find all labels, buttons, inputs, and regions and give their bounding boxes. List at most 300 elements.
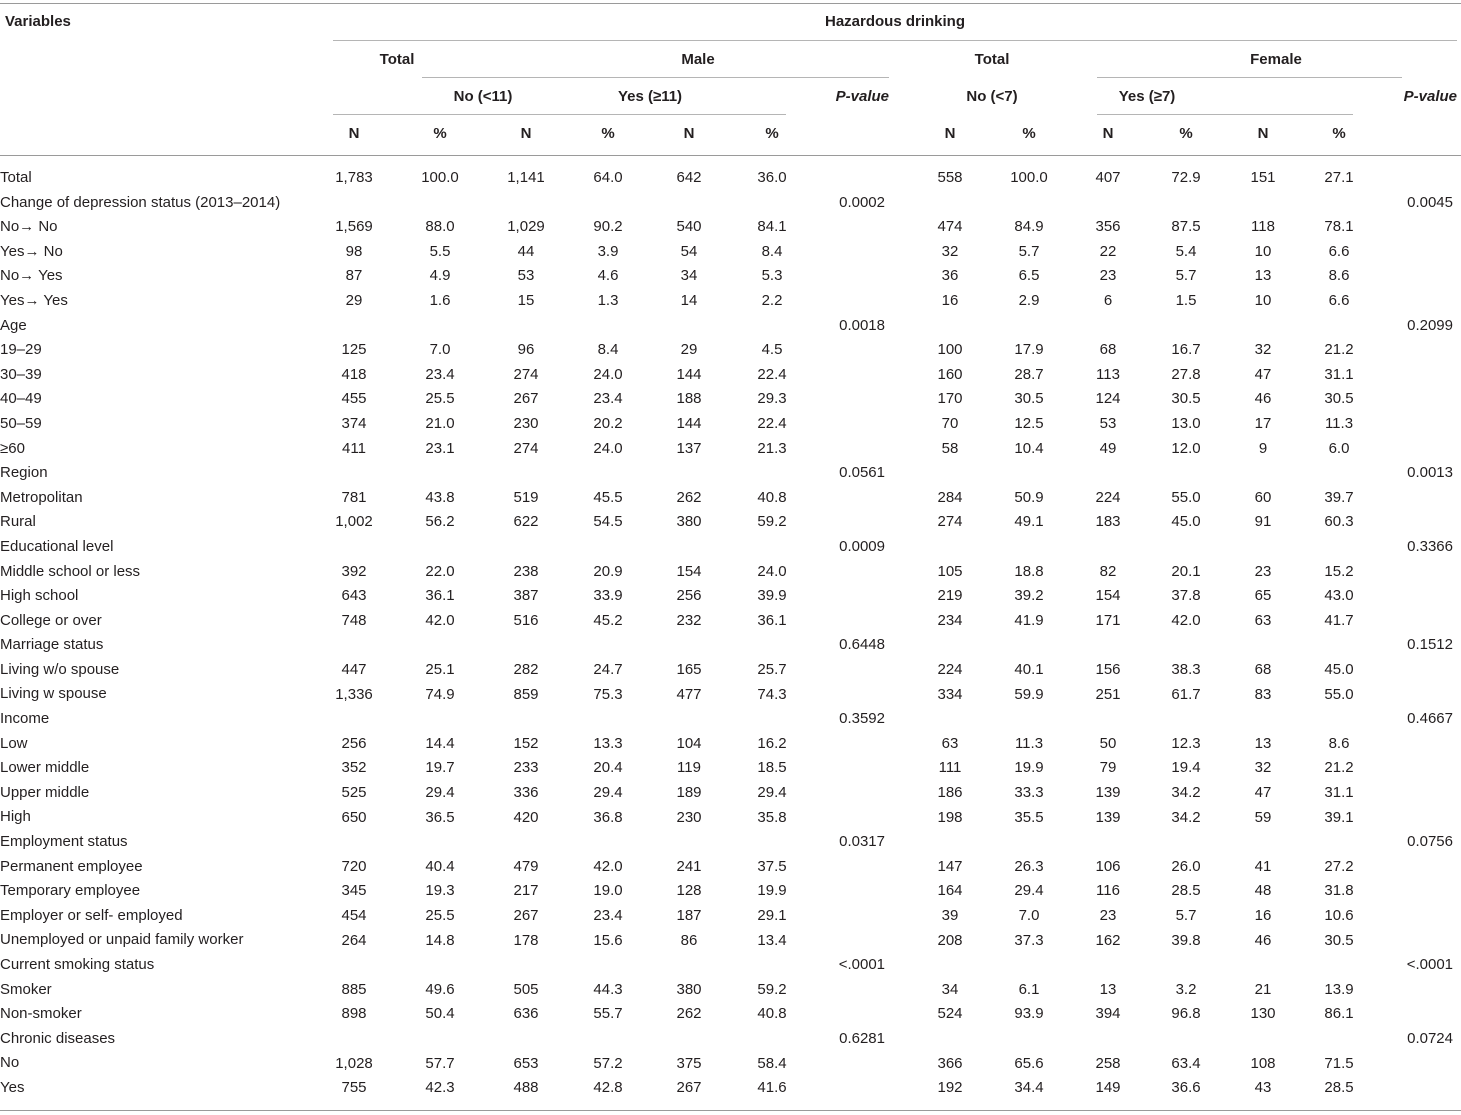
value-cell: 105 — [937, 562, 963, 580]
value-cell — [989, 707, 1069, 732]
value-cell: 40.4 — [425, 857, 455, 875]
value-cell — [649, 633, 729, 658]
value-cell: 26.0 — [1171, 857, 1201, 875]
value-cell: 334 — [937, 685, 963, 703]
value-cell — [910, 461, 990, 486]
value-cell — [486, 633, 566, 658]
value-cell: 5.7 — [1175, 267, 1197, 285]
value-cell — [314, 830, 394, 855]
p-value-cell — [800, 904, 885, 929]
value-cell: 29.4 — [757, 784, 787, 801]
row-label: Marriage status — [0, 636, 104, 654]
value-cell — [568, 707, 648, 732]
value-cell: 40.8 — [757, 1005, 787, 1023]
value-cell: 781 — [341, 488, 367, 506]
value-cell: 59.9 — [1014, 685, 1044, 703]
top-rule — [0, 3, 1461, 4]
value-cell — [400, 191, 480, 216]
value-cell: 36.5 — [425, 808, 455, 826]
value-cell: 10 — [1254, 292, 1272, 309]
value-cell: 42.8 — [593, 1079, 623, 1097]
value-cell: 411 — [342, 439, 366, 457]
p-value-cell — [1367, 264, 1453, 289]
value-cell: 6.0 — [1328, 439, 1350, 457]
value-cell — [1146, 535, 1226, 560]
value-cell — [1068, 191, 1148, 216]
value-cell: 33.3 — [1014, 784, 1044, 801]
col-pct-6: % — [1332, 125, 1346, 142]
value-cell: 20.1 — [1171, 562, 1201, 580]
value-cell: 18.5 — [757, 759, 787, 777]
p-value-cell: 0.6448 — [839, 636, 885, 654]
value-cell: 86 — [680, 931, 698, 949]
value-cell: 230 — [513, 415, 539, 432]
p-value-cell: <.0001 — [1406, 956, 1453, 974]
value-cell: 454 — [341, 907, 367, 924]
value-cell: 10.4 — [1014, 439, 1044, 457]
value-cell: 21.2 — [1324, 341, 1354, 359]
value-cell: 31.1 — [1324, 365, 1354, 383]
value-cell: 2.2 — [761, 292, 783, 309]
value-cell: 258 — [1095, 1054, 1121, 1072]
p-value-cell: 0.1512 — [1407, 636, 1453, 654]
value-cell: 366 — [937, 1054, 963, 1072]
value-cell: 108 — [1250, 1054, 1276, 1072]
value-cell: 21.3 — [757, 439, 787, 457]
value-cell: 32 — [1254, 759, 1272, 777]
value-cell: 32 — [941, 242, 959, 260]
p-value-cell: 0.3592 — [839, 710, 885, 728]
p-value-cell — [1367, 289, 1453, 314]
row-label: College or over — [0, 611, 102, 629]
row-label: 50–59 — [0, 414, 42, 432]
male-yes-header: Yes (≥11) — [617, 88, 683, 105]
value-cell: 282 — [513, 661, 539, 678]
female-total-header: Total — [974, 51, 1010, 68]
value-cell — [314, 707, 394, 732]
col-pct-5: % — [1179, 125, 1193, 142]
row-label: Current smoking status — [0, 956, 155, 973]
p-value-cell — [800, 215, 885, 240]
value-cell: 18.8 — [1014, 562, 1044, 580]
value-cell: 111 — [938, 759, 962, 777]
row-label: Rural — [0, 513, 36, 531]
value-cell: 22 — [1099, 242, 1117, 260]
value-cell: 65.6 — [1014, 1054, 1044, 1072]
value-cell — [1068, 953, 1148, 978]
p-value-cell — [800, 560, 885, 585]
value-cell — [314, 314, 394, 339]
value-cell: 1.3 — [597, 292, 619, 309]
value-cell: 524 — [937, 1005, 963, 1023]
value-cell — [649, 535, 729, 560]
value-cell: 198 — [937, 808, 963, 826]
value-cell: 178 — [513, 931, 539, 949]
value-cell: 31.8 — [1324, 882, 1354, 900]
value-cell — [1146, 953, 1226, 978]
value-cell: 39.9 — [757, 587, 787, 605]
value-cell: 230 — [676, 808, 702, 826]
p-value-cell — [1367, 560, 1453, 585]
value-cell: 13 — [1254, 734, 1272, 752]
value-cell: 72.9 — [1171, 169, 1201, 186]
value-cell: 14.8 — [425, 931, 455, 949]
value-cell: 33.9 — [593, 587, 623, 605]
value-cell: 241 — [676, 857, 702, 875]
value-cell: 11.3 — [1324, 415, 1354, 432]
value-cell: 519 — [513, 488, 539, 506]
value-cell: 26.3 — [1014, 857, 1044, 875]
value-cell — [1146, 707, 1226, 732]
p-value-cell — [1367, 609, 1453, 634]
value-cell: 149 — [1095, 1079, 1121, 1097]
value-cell: 17.9 — [1014, 341, 1044, 359]
p-value-cell — [1367, 1052, 1453, 1077]
row-label: Educational level — [0, 537, 114, 555]
p-value-cell — [800, 510, 885, 535]
value-cell: 63 — [1254, 611, 1272, 629]
value-cell: 82 — [1099, 562, 1117, 580]
value-cell — [400, 461, 480, 486]
p-value-cell — [1367, 756, 1453, 781]
value-cell: 208 — [937, 931, 963, 949]
p-value-cell — [800, 264, 885, 289]
value-cell: 35.8 — [757, 808, 787, 826]
value-cell: 23 — [1254, 562, 1272, 580]
value-cell: 187 — [676, 907, 702, 924]
value-cell — [1068, 830, 1148, 855]
value-cell: 23.4 — [593, 390, 623, 408]
value-cell: 15 — [517, 292, 535, 309]
value-cell: 20.2 — [593, 415, 623, 432]
value-cell: 34 — [941, 980, 959, 998]
value-cell: 130 — [1250, 1005, 1276, 1023]
p-value-cell: 0.0002 — [839, 193, 885, 211]
value-cell: 418 — [341, 365, 367, 383]
value-cell: 17 — [1254, 415, 1272, 432]
value-cell — [1223, 314, 1303, 339]
value-cell: 41.9 — [1014, 611, 1044, 629]
value-cell: 1,569 — [335, 218, 373, 236]
value-cell: 59 — [1254, 808, 1272, 826]
value-cell: 540 — [676, 218, 702, 236]
value-cell: 43 — [1254, 1079, 1272, 1097]
bottom-rule — [0, 1110, 1461, 1111]
p-value-cell — [1367, 486, 1453, 511]
value-cell: 479 — [513, 857, 539, 875]
value-cell: 83 — [1254, 685, 1272, 703]
value-cell: 13 — [1099, 980, 1117, 998]
value-cell: 6.1 — [1018, 980, 1040, 998]
value-cell: 68 — [1099, 341, 1117, 359]
value-cell: 49.6 — [425, 980, 455, 998]
p-value-cell — [800, 289, 885, 314]
value-cell: 128 — [676, 882, 702, 900]
value-cell: 14 — [680, 292, 698, 309]
row-label: No→ Yes — [0, 267, 63, 285]
row-label: Low — [0, 734, 28, 752]
value-cell: 36.0 — [757, 169, 787, 186]
value-cell: 256 — [676, 587, 702, 605]
p-value-cell: 0.0724 — [1407, 1030, 1453, 1047]
value-cell: 20.9 — [593, 562, 623, 580]
row-label: Yes — [0, 1078, 25, 1096]
value-cell: 28.5 — [1324, 1079, 1354, 1097]
p-value-cell — [800, 338, 885, 363]
row-label: Middle school or less — [0, 562, 141, 580]
value-cell — [1223, 191, 1303, 216]
value-cell — [989, 633, 1069, 658]
value-cell: 61.7 — [1171, 685, 1201, 703]
p-value-cell — [1367, 338, 1453, 363]
value-cell — [314, 191, 394, 216]
female-subdivider — [1097, 114, 1353, 115]
value-cell — [486, 535, 566, 560]
value-cell — [568, 830, 648, 855]
row-label: Permanent employee — [0, 857, 143, 875]
female-yes-header: Yes (≥7) — [1118, 88, 1176, 105]
value-cell: 5.5 — [429, 242, 451, 260]
value-cell: 47 — [1254, 784, 1272, 801]
row-label: Chronic diseases — [0, 1029, 116, 1047]
value-cell: 29.3 — [757, 390, 787, 408]
value-cell: 164 — [937, 882, 963, 900]
value-cell: 394 — [1095, 1005, 1121, 1023]
value-cell: 42.0 — [425, 611, 455, 629]
value-cell: 39.7 — [1324, 488, 1354, 506]
value-cell: 755 — [341, 1079, 367, 1097]
value-cell: 44.3 — [593, 980, 623, 998]
value-cell: 156 — [1095, 661, 1121, 678]
value-cell: 189 — [676, 784, 702, 801]
value-cell: 65 — [1254, 587, 1272, 605]
value-cell — [649, 191, 729, 216]
value-cell: 15.2 — [1324, 562, 1354, 580]
value-cell: 10 — [1254, 242, 1272, 260]
value-cell: 183 — [1095, 513, 1121, 531]
p-value-cell: 0.3366 — [1407, 538, 1453, 555]
male-no-header: No (<11) — [453, 88, 513, 105]
value-cell: 19.9 — [1014, 759, 1044, 777]
p-value-cell — [800, 879, 885, 904]
value-cell: 54.5 — [593, 513, 623, 531]
value-cell: 22.4 — [757, 415, 787, 432]
value-cell: 100.0 — [1010, 169, 1048, 186]
value-cell: 41.6 — [757, 1079, 787, 1097]
value-cell: 36.1 — [757, 611, 787, 629]
value-cell: 420 — [513, 808, 539, 826]
value-cell — [486, 191, 566, 216]
value-cell: 154 — [1095, 587, 1121, 605]
value-cell: 160 — [937, 365, 963, 383]
row-label: Living w/o spouse — [0, 660, 120, 678]
value-cell: 49.1 — [1014, 513, 1044, 531]
value-cell: 104 — [676, 734, 702, 752]
value-cell: 79 — [1099, 759, 1117, 777]
value-cell: 60.3 — [1324, 513, 1354, 531]
value-cell: 144 — [676, 415, 702, 432]
value-cell — [400, 830, 480, 855]
value-cell: 516 — [513, 611, 539, 629]
row-label: Living w spouse — [0, 685, 107, 703]
value-cell: 356 — [1095, 218, 1121, 236]
value-cell — [1068, 1027, 1148, 1052]
value-cell: 68 — [1254, 661, 1272, 678]
value-cell: 192 — [937, 1079, 963, 1097]
value-cell: 84.1 — [757, 218, 787, 236]
value-cell: 137 — [676, 439, 702, 457]
value-cell: 29.1 — [757, 907, 787, 924]
value-cell: 116 — [1096, 882, 1120, 900]
row-label: 19–29 — [0, 341, 42, 359]
value-cell: 6 — [1103, 292, 1113, 309]
p-value-cell — [800, 781, 885, 806]
value-cell: 477 — [676, 685, 702, 703]
value-cell: 1,029 — [507, 218, 545, 236]
row-label: Lower middle — [0, 759, 90, 777]
value-cell: 23 — [1099, 267, 1117, 285]
value-cell: 47 — [1254, 365, 1272, 383]
value-cell: 165 — [676, 661, 702, 678]
male-p-value-header: P-value — [835, 88, 889, 105]
value-cell: 859 — [513, 685, 539, 703]
value-cell: 25.7 — [757, 661, 787, 678]
value-cell: 9 — [1258, 439, 1268, 457]
value-cell — [989, 830, 1069, 855]
value-cell: 35.5 — [1014, 808, 1044, 826]
value-cell: 55.0 — [1171, 488, 1201, 506]
value-cell: 55.7 — [593, 1005, 623, 1023]
p-value-cell — [1367, 510, 1453, 535]
value-cell — [314, 1027, 394, 1052]
female-divider — [1097, 77, 1402, 78]
value-cell — [1068, 707, 1148, 732]
value-cell: 4.5 — [761, 341, 783, 359]
value-cell: 643 — [341, 587, 367, 605]
value-cell: 4.9 — [429, 267, 451, 285]
value-cell — [1223, 633, 1303, 658]
value-cell: 46 — [1254, 390, 1272, 408]
row-label: Smoker — [0, 980, 52, 998]
p-value-cell — [1367, 904, 1453, 929]
value-cell — [989, 535, 1069, 560]
p-value-cell — [1367, 855, 1453, 880]
value-cell: 100 — [937, 341, 963, 359]
value-cell: 22.0 — [425, 562, 455, 580]
value-cell: 30.5 — [1324, 390, 1354, 408]
row-label: Temporary employee — [0, 882, 141, 900]
value-cell: 1,336 — [335, 685, 373, 703]
value-cell: 224 — [937, 661, 963, 678]
variables-header: Variables — [5, 13, 71, 30]
value-cell: 87.5 — [1171, 218, 1201, 236]
value-cell — [314, 953, 394, 978]
value-cell: 75.3 — [593, 685, 623, 703]
value-cell: 29.4 — [425, 784, 455, 801]
value-cell — [314, 633, 394, 658]
value-cell: 59.2 — [757, 513, 787, 531]
value-cell: 8.4 — [597, 341, 619, 359]
value-cell: 16.7 — [1171, 341, 1201, 359]
value-cell: 3.9 — [597, 242, 619, 260]
value-cell: 636 — [513, 1005, 539, 1023]
value-cell: 53 — [517, 267, 535, 285]
value-cell: 5.3 — [761, 267, 783, 285]
value-cell: 40.1 — [1014, 661, 1044, 678]
value-cell: 34.4 — [1014, 1079, 1044, 1097]
row-label: Region — [0, 464, 48, 482]
row-label: Change of depression status (2013–2014) — [0, 193, 281, 211]
value-cell: 16.2 — [757, 734, 787, 752]
value-cell: 98 — [345, 242, 363, 260]
value-cell — [400, 314, 480, 339]
value-cell: 55.0 — [1324, 685, 1354, 703]
value-cell: 274 — [937, 513, 963, 531]
p-value-cell — [1367, 215, 1453, 240]
value-cell: 7.0 — [429, 341, 451, 359]
row-label: Age — [0, 316, 27, 334]
value-cell: 1.6 — [429, 292, 451, 309]
value-cell — [314, 535, 394, 560]
value-cell: 380 — [676, 980, 702, 998]
value-cell — [989, 953, 1069, 978]
p-value-cell — [1367, 806, 1453, 831]
male-total-header: Total — [379, 51, 415, 68]
value-cell — [486, 461, 566, 486]
value-cell — [910, 707, 990, 732]
value-cell — [1223, 461, 1303, 486]
header-divider — [333, 40, 1457, 41]
p-value-cell — [1367, 1076, 1453, 1101]
value-cell — [910, 191, 990, 216]
value-cell: 74.9 — [425, 685, 455, 703]
p-value-cell — [800, 486, 885, 511]
value-cell: 262 — [676, 1005, 702, 1023]
p-value-cell — [1367, 240, 1453, 265]
p-value-cell — [1367, 584, 1453, 609]
p-value-cell: 0.0045 — [1407, 193, 1453, 211]
value-cell — [1146, 1027, 1226, 1052]
value-cell — [568, 314, 648, 339]
p-value-cell — [800, 1076, 885, 1101]
value-cell: 34 — [680, 267, 698, 285]
value-cell — [649, 707, 729, 732]
p-value-cell: <.0001 — [838, 956, 885, 974]
value-cell: 885 — [341, 980, 367, 998]
p-value-cell — [800, 978, 885, 1003]
value-cell: 38.3 — [1171, 661, 1201, 678]
value-cell: 20.4 — [593, 759, 623, 777]
value-cell — [1146, 461, 1226, 486]
p-value-cell — [800, 855, 885, 880]
value-cell: 1,783 — [335, 169, 373, 186]
p-value-cell — [1367, 978, 1453, 1003]
row-label: High school — [0, 587, 79, 605]
value-cell — [1146, 191, 1226, 216]
female-no-header: No (<7) — [966, 88, 1018, 105]
value-cell: 37.8 — [1171, 587, 1201, 605]
value-cell — [486, 314, 566, 339]
value-cell: 474 — [937, 218, 963, 236]
value-cell: 447 — [341, 661, 367, 678]
value-cell: 139 — [1095, 784, 1121, 801]
col-pct-1: % — [433, 125, 447, 142]
col-pct-2: % — [601, 125, 615, 142]
p-value-cell — [800, 756, 885, 781]
value-cell: 86.1 — [1324, 1005, 1354, 1023]
male-header: Male — [681, 51, 715, 68]
value-cell: 653 — [513, 1054, 539, 1072]
